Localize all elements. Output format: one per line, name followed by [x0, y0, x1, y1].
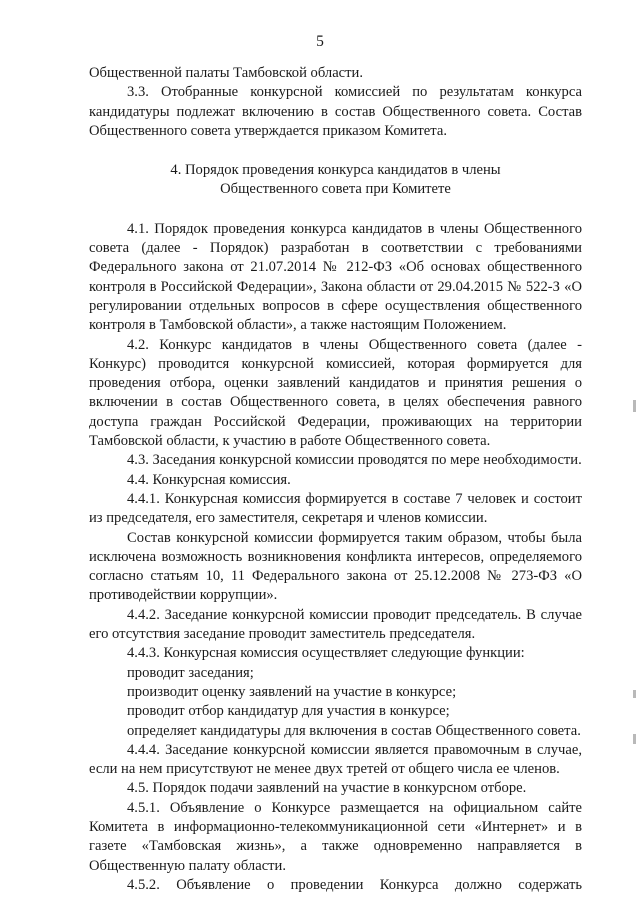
- paragraph: 4.5. Порядок подачи заявлений на участие в конкурсном отборе.: [127, 780, 527, 797]
- paragraph: проводит заседания;: [127, 664, 254, 681]
- page-number: 5: [316, 33, 324, 50]
- paragraph: определяет кандидатуры для включения в состав Общественного совета.: [127, 722, 581, 739]
- paragraph: Общественной палаты Тамбовской области.: [89, 65, 363, 81]
- paragraph: 3.3. Отобранные конкурсной комиссией по результатам конкурса кандидатуры подлежат включению в состав Общественного совета. Состав Общественного совета утверждается приказом Комитета.: [89, 84, 582, 139]
- paragraph: 4.5.2. Объявление о проведении Конкурса должно содержать: [127, 876, 582, 893]
- scan-margin-mark: [633, 400, 636, 412]
- scan-margin-mark: [633, 690, 636, 698]
- paragraph: 4.4.3. Конкурсная комиссия осуществляет следующие функции:: [127, 645, 525, 662]
- paragraph: 4.4. Конкурсная комиссия.: [127, 471, 291, 488]
- paragraph: 4.4.4. Заседание конкурсной комиссии является правомочным в случае, если на нем присутствуют не менее двух третей от общего числа ее членов.: [89, 741, 582, 778]
- paragraph: проводит отбор кандидатур для участия в конкурсе;: [127, 703, 450, 720]
- section-heading-line-2: Общественного совета при Комитете: [220, 181, 451, 198]
- paragraph: 4.2. Конкурс кандидатов в члены Общественного совета (далее - Конкурс) проводится конкурсной комиссией, которая формируется для проведения отбора, оценки заявлений кандидатов и принятия решения о включении в состав Общественного совета, в целях обеспечения равного доступа граждан Российской Федерации, проживающих на территории Тамбовской области, к участию в работе Общественного совета.: [89, 336, 582, 450]
- paragraphs-before-heading: [89, 64, 582, 141]
- paragraphs-after-heading: [89, 220, 582, 895]
- section-heading-line-1: 4. Порядок проведения конкурса кандидатов в члены: [170, 162, 501, 179]
- scan-margin-mark: [633, 734, 636, 744]
- paragraph: 4.4.2. Заседание конкурсной комиссии проводит председатель. В случае его отсутствия заседание проводит заместитель председателя.: [89, 606, 582, 643]
- paragraph: Состав конкурсной комиссии формируется таким образом, чтобы была исключена возможность возникновения конфликта интересов, определяемого согласно статьям 10, 11 Федерального закона от 25.12.2008 № 273-ФЗ «О противодействии коррупции».: [89, 529, 582, 604]
- paragraph: производит оценку заявлений на участие в конкурсе;: [127, 683, 457, 700]
- paragraph: 4.1. Порядок проведения конкурса кандидатов в члены Общественного совета (далее - Порядок) разработан в соответствии с требованиями Федерального закона от 21.07.2014 № 212-ФЗ «Об основах общественного контроля в Российской Федерации», Закона области от 29.04.2015 № 522-З «О регулировании отдельных вопросов в сфере осуществления общественного контроля в Тамбовской области», а также настоящим Положением.: [89, 220, 582, 334]
- paragraph: 4.3. Заседания конкурсной комиссии проводятся по мере необходимости.: [127, 452, 582, 469]
- paragraph: 4.4.1. Конкурсная комиссия формируется в составе 7 человек и состоит из председателя, его заместителя, секретаря и членов комиссии.: [89, 490, 582, 527]
- document-body: [89, 64, 582, 895]
- paragraph: 4.5.1. Объявление о Конкурсе размещается на официальном сайте Комитета в информационно-телекоммуникационной сети «Интернет» и в газете «Тамбовская жизнь», а также одновременно направляется в Общественную палату области.: [89, 799, 582, 874]
- section-heading: [89, 161, 582, 200]
